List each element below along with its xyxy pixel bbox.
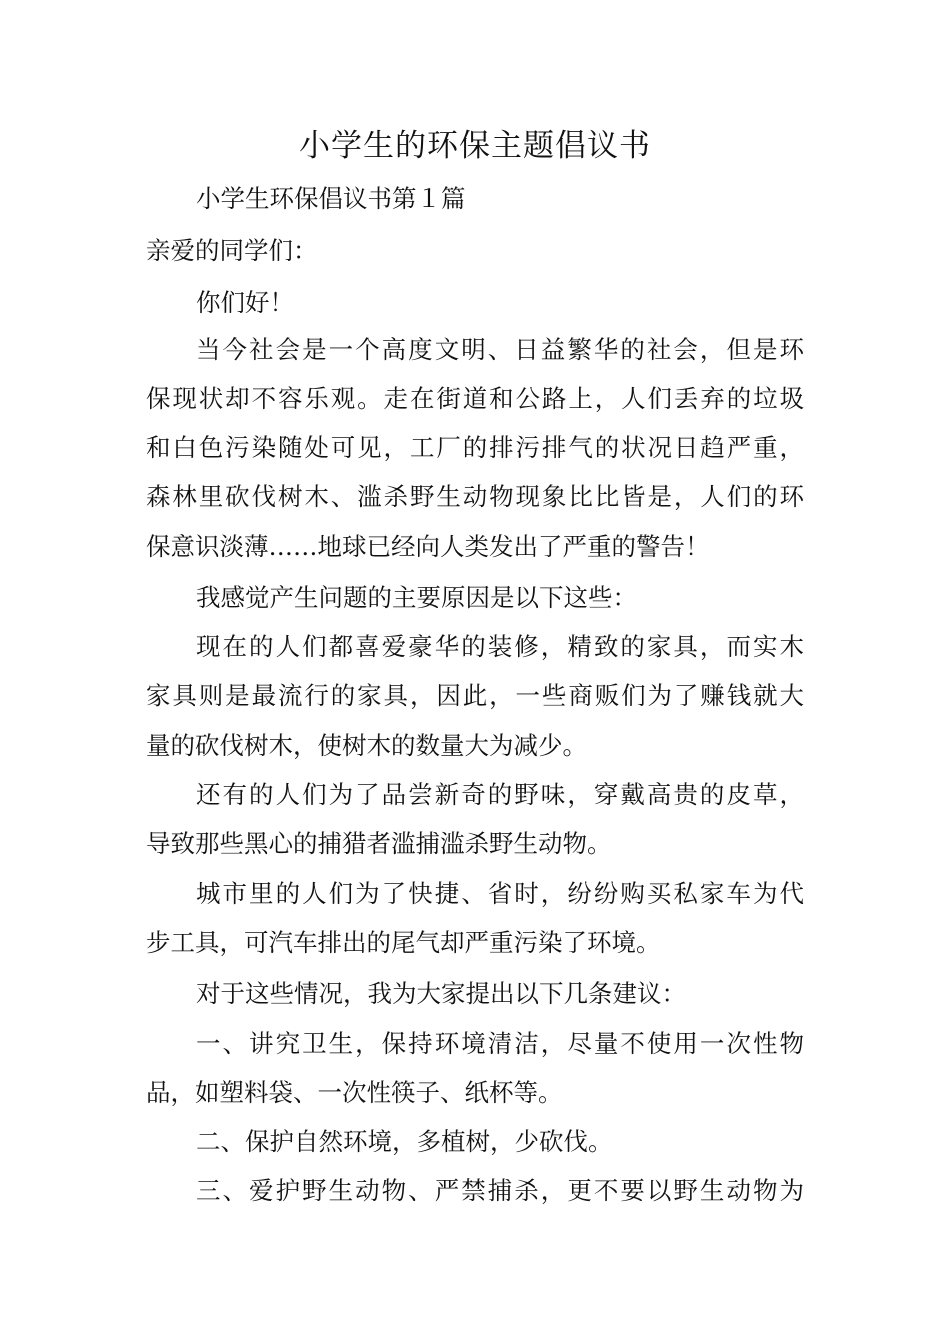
- paragraph-line: 保意识淡薄……地球已经向人类发出了严重的警告！: [146, 532, 710, 561]
- paragraph-line: 家具则是最流行的家具，因此，一些商贩们为了赚钱就大: [146, 681, 804, 710]
- paragraph-line: 还有的人们为了品尝新奇的野味，穿戴高贵的皮草，: [196, 780, 804, 809]
- paragraph-line: 步工具，可汽车排出的尾气却严重污染了环境。: [146, 928, 661, 957]
- greeting: 你们好！: [196, 288, 294, 317]
- paragraph-line: 对于这些情况，我为大家提出以下几条建议：: [196, 979, 686, 1008]
- salutation: 亲爱的同学们：: [146, 236, 318, 265]
- paragraph-line: 森林里砍伐树木、滥杀野生动物现象比比皆是，人们的环: [146, 482, 804, 511]
- paragraph-line: 三、爱护野生动物、严禁捕杀，更不要以野生动物为: [196, 1176, 804, 1205]
- document-title: 小学生的环保主题倡议书: [299, 128, 651, 164]
- paragraph-line: 量的砍伐树木，使树木的数量大为减少。: [146, 731, 587, 760]
- paragraph-line: 城市里的人们为了快捷、省时，纷纷购买私家车为代: [196, 879, 804, 908]
- paragraph-line: 保现状却不容乐观。走在街道和公路上，人们丢弃的垃圾: [146, 384, 804, 413]
- paragraph-line: 现在的人们都喜爱豪华的装修，精致的家具，而实木: [196, 632, 804, 661]
- paragraph-line: 品，如塑料袋、一次性筷子、纸杯等。: [146, 1078, 563, 1107]
- paragraph-line: 我感觉产生问题的主要原因是以下这些：: [196, 583, 637, 612]
- paragraph-line: 当今社会是一个高度文明、日益繁华的社会，但是环: [196, 335, 804, 364]
- paragraph-line: 二、保护自然环境，多植树，少砍伐。: [196, 1127, 613, 1156]
- document-subtitle: 小学生环保倡议书第１篇: [196, 184, 466, 213]
- paragraph-line: 导致那些黑心的捕猎者滥捕滥杀野生动物。: [146, 829, 612, 858]
- paragraph-line: 和白色污染随处可见，工厂的排污排气的状况日趋严重，: [146, 433, 804, 462]
- paragraph-line: 一、讲究卫生，保持环境清洁，尽量不使用一次性物: [196, 1029, 804, 1058]
